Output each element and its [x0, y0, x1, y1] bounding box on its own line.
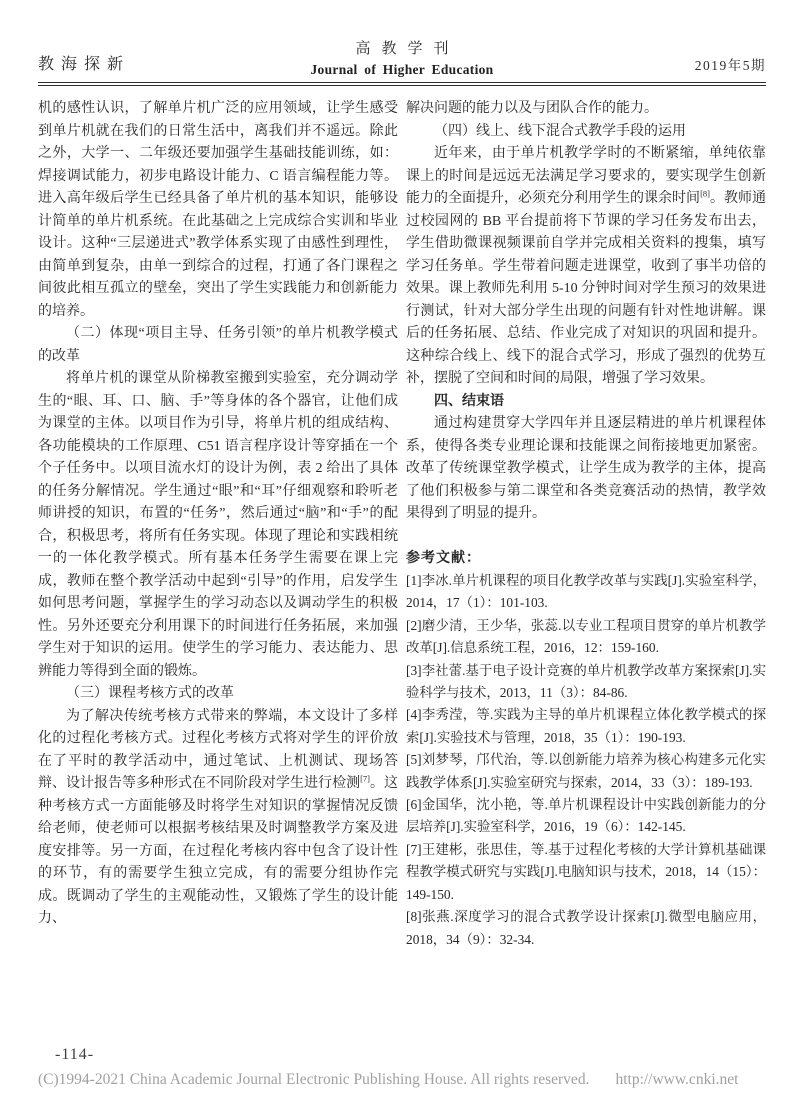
cnki-url: http://www.cnki.net	[615, 1071, 739, 1088]
reference-item-1: [1]李冰.单片机课程的项目化教学改革与实践[J].实验室科学，2014，17（1）：101-103.	[406, 573, 766, 611]
reference-item-7: [7]王建彬，张思佳，等.基于过程化考核的大学计算机基础课程教学模式研究与实践[J].电脑知识与技术，2018，14（15）：149-150.	[406, 841, 766, 902]
reference-item-6: [6]金国华，沈小艳，等.单片机课程设计中实践创新能力的分层培养[J].实验室科学，2016，19（6）：142-145.	[406, 797, 766, 835]
citation-mark-8: [8]	[700, 188, 710, 199]
left-column	[38, 98, 398, 951]
conclusion-heading: 四、结束语	[434, 393, 504, 409]
citation-mark-7: [7]	[360, 773, 370, 784]
column-section-name: 教海探新	[38, 56, 131, 73]
references-heading: 参考文献：	[406, 550, 481, 566]
reference-item-8: [8]张燕.深度学习的混合式教学设计探索[J].微型电脑应用，2018，34（9）：32-34.	[406, 909, 766, 947]
journal-title-block	[38, 37, 766, 78]
subheading-2: （二）体现“项目主导、任务引领”的单片机教学模式的改革	[38, 326, 398, 364]
subheading-4: （四）线上、线下混合式教学手段的运用	[434, 123, 686, 139]
copyright-text: (C)1994-2021 China Academic Journal Electronic Publishing House. All rights reserved.	[38, 1071, 590, 1088]
page-header	[38, 0, 766, 82]
reference-item-2: [2]磨少清，王少华，张蕊.以专业工程项目贯穿的单片机教学改革[J].信息系统工程，2016，12：159-160.	[406, 617, 766, 656]
subheading-3: （三）课程考核方式的改革	[66, 686, 234, 701]
reference-item-3: [3]李社蕾.基于电子设计竞赛的单片机教学改革方案探索[J].实验科学与技术，2013，11（3）：84-86.	[406, 662, 766, 701]
blended-text-after: 。教师通过校园网的 BB 平台提前将下节课的学习任务发布出去，学生借助微课视频课前自学并完成相关资料的搜集，填写学习任务单。学生带着问题走进课堂，收到了事半功倍的效果。课上教师先利用 5-10 分钟时间对学生预习的效果进行测试，针对大部分学生出现的问题有针对性地讲解。课后的任务拓展、总结、作业完成了对知识的巩固和提升。这种综合线上、线下的混合式学习，形成了强烈的优势互补，摆脱了空间和时间的局限，增强了学习效果。	[406, 191, 767, 386]
blended-text-before: 近年来，由于单片机教学学时的不断紧缩，单纯依靠课上的时间是远远无法满足学习要求的，要实现学生创新能力的全面提升，必须充分利用学生的课余时间	[406, 146, 766, 206]
right-column	[406, 98, 766, 951]
journal-title-cn: 高教学刊	[355, 41, 460, 57]
assessment-text-after: 。这种考核方式一方面能够及时将学生对知识的掌握情况反馈给老师，使老师可以根据考核结果及时调整教学方案及进度安排等。另一方面，在过程化考核内容中包含了设计性的环节，有的需要学生独立完成，有的需要分组协作完成。既调动了学生的主观能动性，又锻炼了学生的设计能力、	[38, 776, 399, 926]
assessment-text-before: 为了解决传统考核方式带来的弊端，本文设计了多样化的过程化考核方式。过程化考核方式将对学生的评价放在了平时的教学活动中，通过笔试、上机测试、现场答辩、设计报告等多种形式在不同阶段对学生进行检测	[38, 708, 398, 791]
reference-item-5: [5]刘梦琴，邝代治，等.以创新能力培养为核心构建多元化实践教学体系[J].实验室研究与探索，2014，33（3）：189-193.	[406, 752, 766, 790]
article-body	[0, 86, 800, 951]
page-number: -114-	[55, 1046, 95, 1063]
paragraph-blended-learning	[406, 143, 766, 391]
paragraph-teaching-mode: 将单片机的课堂从阶梯教室搬到实验室，充分调动学生的“眼、耳、口、脑、手”等身体的各个器官，让他们成为课堂的主体。以项目作为引导，将单片机的组成结构、各功能模块的工作原理、C51 语言程序设计等穿插在一个个子任务中。以项目流水灯的设计为例，表 2 给出了具体的任务分解情况。学生通过“眼”和“耳”仔细观察和聆听老师讲授的知识，布置的“任务”，然后通过“脑”和“手”的配合，积极思考，将所有任务实现。体现了理论和实践相统一的一体化教学模式。所有基本任务学生需要在课上完成，教师在整个教学活动中起到“引导”的作用，启发学生如何思考问题，掌握学生的学习动态以及调动学生的积极性。另外还要充分利用课下的时间进行任务拓展，来加强学生对于知识的运用。使学生的学习能力、表达能力、思辨能力等得到全面的锻炼。	[38, 371, 398, 679]
copyright-line	[38, 1071, 738, 1089]
issue-label: 2019年5期	[694, 58, 766, 73]
paragraph-continuation: 解决问题的能力以及与团队合作的能力。	[406, 101, 658, 116]
journal-title-en: Journal of Higher Education	[310, 62, 494, 77]
reference-item-4: [4]李秀滢，等.实践为主导的单片机课程立体化教学模式的探索[J].实验技术与管理，2018，35（1）：190-193.	[406, 707, 766, 745]
paragraph-assessment	[38, 706, 398, 931]
paragraph-conclusion: 通过构建贯穿大学四年并且逐层精进的单片机课程体系，使得各类专业理论课和技能课之间衔接地更加紧密。改革了传统课堂教学模式，让学生成为教学的主体，提高了他们积极参与第二课堂和各类竞赛活动的热情，教学效果得到了明显的提升。	[406, 416, 766, 521]
paragraph-continuation: 机的感性认识，了解单片机广泛的应用领域，让学生感受到单片机就在我们的日常生活中，离我们并不遥远。除此之外，大学一、二年级还要加强学生基础技能训练，如：焊接调试能力，初步电路设计能力、C 语言编程能力等。进入高年级后学生已经具备了单片机的基本知识，能够设计简单的单片机系统。在此基础之上完成综合实训和毕业设计。这种“三层递进式”教学体系实现了由感性到理性，由简单到复杂，由单一到综合的过程，打通了各门课程之间彼此相互孤立的壁垒，突出了学生实践能力和创新能力的培养。	[38, 101, 398, 319]
